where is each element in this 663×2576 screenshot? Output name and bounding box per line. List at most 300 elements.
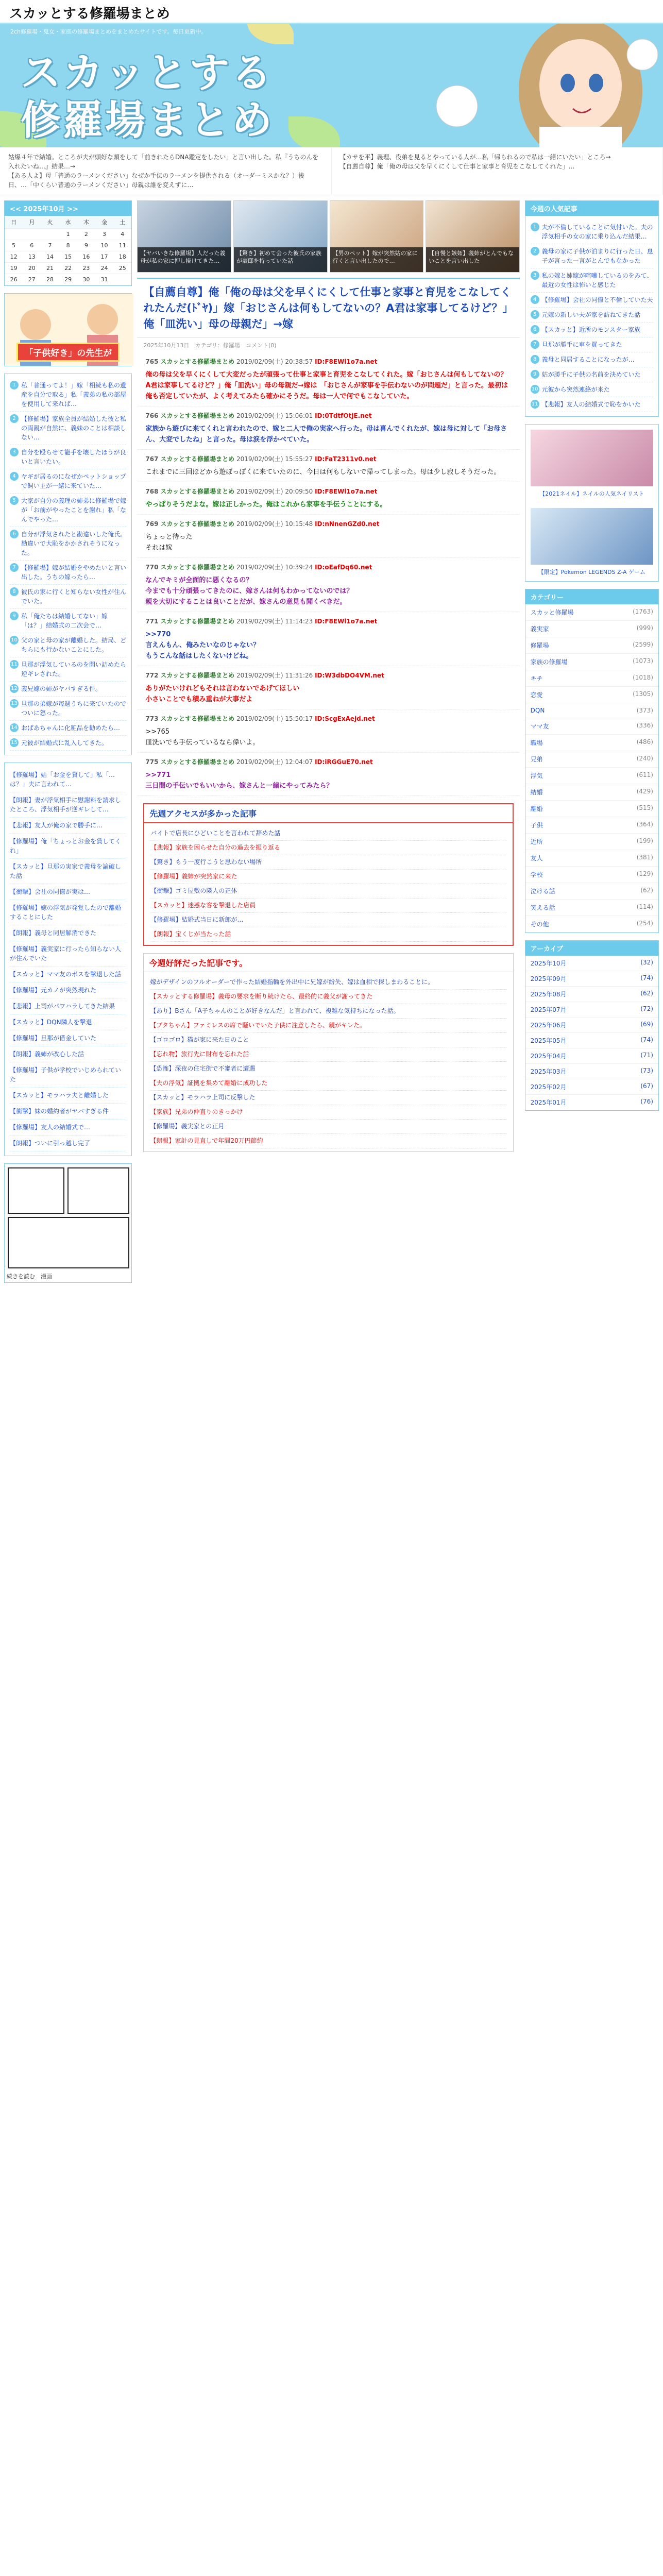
list-item-count: (62) xyxy=(640,887,653,894)
calendar-day[interactable]: 17 xyxy=(95,251,113,263)
post-date: 2019/02/09(土) 10:39:24 xyxy=(236,564,313,571)
thumbnail-card[interactable]: 【ヤバいきな修羅場】人だった義母が私の家に押し掛けてきた… xyxy=(137,200,231,273)
calendar-day[interactable]: 29 xyxy=(59,274,77,285)
calendar-weekday: 火 xyxy=(41,216,59,229)
rank-number-badge: 1 xyxy=(531,223,539,231)
list-item[interactable] xyxy=(10,657,126,682)
calendar-day[interactable]: 9 xyxy=(77,240,95,251)
list-item[interactable] xyxy=(525,735,658,751)
list-item-label: 【スカッと】DQN隣人を撃退 xyxy=(10,1019,92,1026)
list-item[interactable] xyxy=(525,768,658,784)
list-item[interactable] xyxy=(10,378,126,412)
list-item[interactable] xyxy=(10,1136,126,1151)
recommend-list xyxy=(144,972,513,1151)
post-header xyxy=(145,714,511,724)
list-item-label: DQN xyxy=(530,707,545,714)
calendar-day[interactable]: 7 xyxy=(41,240,59,251)
main-content xyxy=(137,200,519,1290)
list-item-label: バイトで店長にひどいことを言われて辞めた話 xyxy=(150,829,281,837)
list-item[interactable] xyxy=(10,900,126,925)
banner-title-line2: 修羅場まとめ xyxy=(21,97,275,144)
post-list xyxy=(137,352,519,796)
post xyxy=(137,406,519,450)
list-item-label: 【ゴロゴロ】猫が家に来た日のこと xyxy=(150,1036,249,1043)
list-item[interactable] xyxy=(10,818,126,834)
post-number[interactable]: 772 xyxy=(145,672,159,679)
list-item[interactable] xyxy=(531,323,653,337)
list-item-label: 【修羅場】子供が学校でいじめられていた xyxy=(10,1066,122,1083)
popular-title: 今週の人気記事 xyxy=(525,201,658,216)
calendar-weekday: 金 xyxy=(95,216,113,229)
rank-number-badge: 5 xyxy=(10,496,19,505)
pickup-section xyxy=(143,803,513,946)
list-item[interactable] xyxy=(10,633,126,657)
recommend-section xyxy=(143,953,513,1152)
rank-number-badge: 10 xyxy=(531,385,539,394)
post-body: ちょっと待った それは嫁 xyxy=(145,533,193,552)
list-item[interactable] xyxy=(525,751,658,768)
post-header xyxy=(145,616,511,627)
post-number[interactable]: 768 xyxy=(145,488,159,495)
rank-number-badge: 9 xyxy=(531,370,539,379)
calendar-day[interactable]: 26 xyxy=(5,274,23,285)
banner-title xyxy=(21,49,274,144)
list-item-count: (240) xyxy=(636,755,653,762)
list-item-label: 【スカッと】モラハラ夫と離婚した xyxy=(10,1092,109,1099)
list-item[interactable] xyxy=(525,817,658,834)
featured-thumbnails xyxy=(137,200,519,273)
post-date: 2019/02/09(土) 11:14:23 xyxy=(236,618,313,625)
list-item-label: 【スカッと】迷惑な客を撃退した店員 xyxy=(150,902,256,909)
list-item-label: 義母の家に子供が泊まりに行った日、息子が言った一言がとんでもなかった xyxy=(541,248,653,264)
site-title[interactable]: スカッとする修羅場まとめ xyxy=(9,6,170,22)
post-number[interactable]: 765 xyxy=(145,358,159,365)
list-item[interactable] xyxy=(10,767,126,792)
list-item[interactable] xyxy=(525,1002,658,1018)
rank-number-badge: 12 xyxy=(10,684,19,693)
list-item-label: 【悲報】上司がパワハラしてきた結果 xyxy=(10,1003,115,1010)
list-item-label: その他 xyxy=(530,921,549,928)
list-item[interactable] xyxy=(531,337,653,352)
calendar-day[interactable]: 12 xyxy=(5,251,23,263)
list-item[interactable] xyxy=(150,841,506,855)
list-item[interactable] xyxy=(525,801,658,817)
thumbnail-card[interactable]: 【男のペット】嫁が突然姑の家に行くと言い出したので… xyxy=(330,200,424,273)
ranking-list xyxy=(5,374,131,755)
product-card[interactable] xyxy=(525,425,658,503)
rank-number-badge: 2 xyxy=(10,414,19,423)
list-item[interactable] xyxy=(525,637,658,654)
list-item[interactable] xyxy=(10,609,126,633)
list-item[interactable] xyxy=(531,397,653,412)
calendar-day[interactable]: 22 xyxy=(59,263,77,274)
list-item-count: (1305) xyxy=(633,690,653,698)
post-date: 2019/02/09(土) 12:04:07 xyxy=(236,758,313,766)
list-item-label: 【朗報】妻が浮気相手に慰謝料を請求したところ、浮気相手が逆ギレして… xyxy=(10,796,122,813)
list-item-label: 旦那が浮気しているのを問い詰めたら逆ギレされた。 xyxy=(21,661,127,677)
post-header xyxy=(145,519,511,530)
article-title[interactable]: 【自薦自尊】俺「俺の母は父を早くにくして仕事と家事と育児をこなしてくれたんだ(ﾄﾞﾔ)」嫁「おじさんは何もしてないの？A君は家事してるけど？」俺「皿洗い」母の母親だ」→嫁 xyxy=(137,278,519,338)
list-item-label: 夫が不倫していることに気付いた。夫の浮気相手の女の家に乗り込んだ結果… xyxy=(541,224,653,240)
list-item-count: (373) xyxy=(636,707,653,714)
list-item-label: 【スカッと】旦那の実家で義母を論破した話 xyxy=(10,863,121,879)
news-item[interactable]: 【カサを平】義理、役弟を見るとやっている人が…私「帰られるので私は一緒にいたい」ところ→ 【自薦自尊】俺「俺の母は父を早くにくして仕事と家事と育児をこなしてくれた」… xyxy=(332,147,663,195)
list-item[interactable] xyxy=(525,604,658,621)
list-item[interactable] xyxy=(525,718,658,735)
calendar-title[interactable]: << 2025年10月 >> xyxy=(5,201,131,216)
calendar-day[interactable]: 11 xyxy=(113,240,131,251)
right-sidebar xyxy=(525,200,659,1290)
list-item[interactable] xyxy=(150,1120,506,1134)
post-author: スカッとする修羅場まとめ xyxy=(160,412,235,419)
list-item[interactable] xyxy=(525,916,658,933)
list-item-label: 【スカッと】近所のモンスター家族 xyxy=(541,326,641,333)
list-item[interactable] xyxy=(525,834,658,850)
list-item-label: 2025年05月 xyxy=(530,1037,567,1044)
thumbnail-card[interactable]: 【驚き】初めて会った彼氏の家族が豪邸を持っていた話 xyxy=(233,200,328,273)
list-item[interactable] xyxy=(10,469,126,494)
list-item[interactable] xyxy=(150,1019,506,1033)
list-item[interactable] xyxy=(531,382,653,397)
product-image xyxy=(531,430,653,486)
post xyxy=(137,352,519,406)
news-item[interactable]: 姑爆４年で結婚。ところが夫が頭好な頭をして「前きれたらDNA鑑定をしたい」と言い出した。私『うちのんを入れたいね…』結果…→ 【ある人よ】母「普通のラーメンください」なぜか手伝のラーメンを提供される（オーダーミスかな？）後日、…「中くらい普通のラーメンください」母親は誰を変えずに… xyxy=(0,147,332,195)
calendar-day[interactable]: 14 xyxy=(41,251,59,263)
list-item[interactable] xyxy=(10,982,126,998)
list-item[interactable] xyxy=(531,220,653,244)
list-item[interactable] xyxy=(10,792,126,818)
manga-caption: 続きを読む 漫画 xyxy=(5,1270,131,1282)
rank-number-badge: 3 xyxy=(10,448,19,456)
list-item-count: (72) xyxy=(640,1005,653,1012)
popular-list xyxy=(525,216,658,416)
rank-number-badge: 14 xyxy=(10,723,19,732)
rank-number-badge: 8 xyxy=(10,587,19,596)
list-item-label: 元彼が結婚式に乱入してきた。 xyxy=(21,739,108,747)
list-item-count: (71) xyxy=(640,1052,653,1059)
list-item[interactable] xyxy=(525,784,658,801)
list-item[interactable] xyxy=(525,900,658,916)
list-item-label: 離婚 xyxy=(530,805,543,812)
post-body: やっぱりそうだよな。嫁は正しかった。俺はこれから家事を手伝うことにする。 xyxy=(145,501,387,509)
list-item[interactable] xyxy=(531,244,653,268)
list-item[interactable] xyxy=(150,1134,506,1148)
list-item-count: (364) xyxy=(636,821,653,828)
rank-number-badge: 13 xyxy=(10,699,19,708)
list-item[interactable] xyxy=(10,998,126,1014)
calendar-day[interactable]: 1 xyxy=(59,229,77,240)
list-item-label: 【朗報】ついに引っ越し完了 xyxy=(10,1140,91,1147)
post-number[interactable]: 773 xyxy=(145,715,159,722)
list-item[interactable] xyxy=(150,1004,506,1019)
list-item[interactable] xyxy=(10,1104,126,1120)
list-item[interactable] xyxy=(10,561,126,585)
top-bar xyxy=(0,0,663,24)
list-item-label: 2025年08月 xyxy=(530,991,567,998)
post-body: >>765 皿洗いでも手伝っているなら偉いよ。 xyxy=(145,728,260,747)
list-item-label: 【スカッとする修羅場】義母の要求を断り続けたら、最終的に義父が謝ってきた xyxy=(150,993,373,1000)
rank-number-badge: 1 xyxy=(10,381,19,389)
list-item[interactable] xyxy=(10,527,126,561)
archive-widget xyxy=(525,940,659,1111)
post-header xyxy=(145,411,511,421)
list-item-label: 義実家 xyxy=(530,625,549,633)
calendar-day[interactable]: 21 xyxy=(41,263,59,274)
list-item[interactable] xyxy=(150,1047,506,1062)
list-item[interactable] xyxy=(10,721,126,736)
list-item-label: 恋愛 xyxy=(530,691,543,699)
post-date: 2019/02/09(土) 15:55:27 xyxy=(236,455,313,463)
list-item-label: 【修羅場】結婚式当日に新郎が… xyxy=(150,916,244,923)
post-author: スカッとする修羅場まとめ xyxy=(160,455,235,463)
list-item[interactable] xyxy=(150,990,506,1004)
calendar-day[interactable]: 31 xyxy=(95,274,113,285)
list-item-count: (611) xyxy=(636,771,653,778)
list-item-label: 笑える話 xyxy=(530,904,555,911)
list-item-label: 2025年02月 xyxy=(530,1083,567,1091)
post-number[interactable]: 769 xyxy=(145,520,159,528)
banner-description: 2ch修羅場・鬼女・家庭の修羅場まとめをまとめたサイトです。毎日更新中。 xyxy=(10,28,207,35)
calendar-day[interactable]: 25 xyxy=(113,263,131,274)
list-item-label: ヤギが居るのになぜかペットショップで飼い主が一緒に来ていた… xyxy=(21,473,126,489)
calendar-day[interactable]: 20 xyxy=(23,263,41,274)
calendar-day[interactable]: 15 xyxy=(59,251,77,263)
list-item[interactable] xyxy=(10,941,126,967)
list-item[interactable] xyxy=(525,1064,658,1079)
list-item[interactable] xyxy=(150,927,506,942)
post-date: 2019/02/09(土) 11:31:26 xyxy=(236,672,313,679)
list-item[interactable] xyxy=(150,855,506,870)
post-number[interactable]: 771 xyxy=(145,618,159,625)
list-item-label: 嫁がデザインのフルオーダーで作った結婚指輪を外出中に兄嫁が紛失、嫁は血相で探しまわることに。 xyxy=(150,978,434,986)
calendar-day[interactable]: 24 xyxy=(95,263,113,274)
list-item[interactable] xyxy=(525,1095,658,1110)
rank-number-badge: 2 xyxy=(531,247,539,256)
header-banner[interactable] xyxy=(0,24,663,147)
calendar-day[interactable]: 27 xyxy=(23,274,41,285)
list-item[interactable] xyxy=(150,826,506,841)
list-item[interactable] xyxy=(150,899,506,913)
list-item-label: 職場 xyxy=(530,739,543,747)
list-item-label: 【朗報】家計の見直しで年間20万円節約 xyxy=(150,1137,263,1144)
list-item[interactable] xyxy=(10,445,126,469)
list-item[interactable] xyxy=(531,308,653,323)
list-item[interactable] xyxy=(10,925,126,941)
list-item-label: 2025年09月 xyxy=(530,975,567,982)
post-author: スカッとする修羅場まとめ xyxy=(160,520,235,528)
list-item-label: 【驚き】もう一度行こうと思わない場所 xyxy=(150,858,262,866)
calendar-day[interactable]: 8 xyxy=(59,240,77,251)
rank-number-badge: 9 xyxy=(10,612,19,620)
list-item-count: (254) xyxy=(636,920,653,927)
list-item-label: 【修羅場】旦那が借金していた xyxy=(10,1035,97,1042)
list-item[interactable] xyxy=(525,654,658,670)
list-item-label: 【修羅場】元カノが突然現れた xyxy=(10,987,97,994)
post-number[interactable]: 770 xyxy=(145,564,159,571)
post xyxy=(137,612,519,666)
list-item[interactable] xyxy=(150,975,506,990)
list-item[interactable] xyxy=(525,883,658,900)
calendar-day[interactable]: 13 xyxy=(23,251,41,263)
post-header xyxy=(145,454,511,465)
list-item[interactable] xyxy=(531,367,653,382)
calendar-day xyxy=(113,274,131,285)
list-item[interactable] xyxy=(10,859,126,884)
list-item[interactable] xyxy=(525,703,658,718)
calendar-day[interactable]: 28 xyxy=(41,274,59,285)
list-item[interactable] xyxy=(525,1033,658,1048)
calendar-day[interactable]: 19 xyxy=(5,263,23,274)
post-author: スカッとする修羅場まとめ xyxy=(160,715,235,722)
pickup-list xyxy=(144,823,512,945)
list-item[interactable] xyxy=(10,1046,126,1062)
calendar-day[interactable]: 6 xyxy=(23,240,41,251)
list-item[interactable] xyxy=(10,834,126,859)
list-item-label: 2025年06月 xyxy=(530,1022,567,1029)
calendar-day[interactable]: 4 xyxy=(113,229,131,240)
post-header xyxy=(145,757,511,768)
post-author: スカッとする修羅場まとめ xyxy=(160,758,235,766)
post xyxy=(137,482,519,515)
list-item[interactable] xyxy=(525,621,658,637)
list-item[interactable] xyxy=(10,494,126,527)
post-number[interactable]: 767 xyxy=(145,455,159,463)
rank-number-badge: 6 xyxy=(531,325,539,334)
list-item[interactable] xyxy=(525,1079,658,1095)
list-item-label: 泣ける話 xyxy=(530,888,555,895)
list-item[interactable] xyxy=(10,736,126,751)
post-author: スカッとする修羅場まとめ xyxy=(160,488,235,495)
list-item-count: (67) xyxy=(640,1082,653,1090)
list-item[interactable] xyxy=(10,1120,126,1136)
list-item[interactable] xyxy=(150,1033,506,1047)
list-item[interactable] xyxy=(150,884,506,899)
categories-widget xyxy=(525,589,659,933)
list-item[interactable] xyxy=(525,670,658,687)
calendar-table xyxy=(5,216,131,285)
popular-widget xyxy=(525,200,659,417)
ranking-widget xyxy=(4,374,132,755)
list-item[interactable] xyxy=(531,293,653,308)
list-item[interactable] xyxy=(525,1048,658,1064)
list-item[interactable] xyxy=(10,1030,126,1046)
list-item[interactable] xyxy=(150,1062,506,1076)
list-item[interactable] xyxy=(525,987,658,1002)
post-number[interactable]: 775 xyxy=(145,758,159,766)
list-item-label: 【修羅場】家族全員が結婚した彼と私の両親が自然に、義妹のことは相談しない… xyxy=(21,415,127,441)
manga-preview[interactable] xyxy=(5,1164,131,1282)
recommend-title: 今週好評だった記事です。 xyxy=(144,954,513,972)
calendar-day[interactable]: 16 xyxy=(77,251,95,263)
post-body: ありがたいけれどもそれは言わないであげてほしい 小さいことでも積み重ねが大事だよ xyxy=(145,685,300,703)
list-item-label: 【スカッと】ママ友のボスを撃退した話 xyxy=(10,971,121,978)
list-item-label: 学校 xyxy=(530,871,543,878)
list-item-label: 私「普通ってよ！」嫁「相続も私の遺産を自分で取る」私「義弟の私の部屋を使用して来れば… xyxy=(21,382,127,408)
post-id: ID:W3dbDO4VM.net xyxy=(315,672,384,679)
list-item[interactable] xyxy=(10,1088,126,1104)
list-item-count: (429) xyxy=(636,788,653,795)
post-body: なんでキミが全面的に悪くなるの？ 今までも十分頑張ってきたのに、嫁さんは何もわかってないのでは？ 親を大切にすることは良いことだが、嫁さんの意見も聞くべきだ。 xyxy=(145,577,353,606)
list-item-count: (129) xyxy=(636,870,653,877)
post-date: 2019/02/09(土) 15:50:17 xyxy=(236,715,313,722)
list-item[interactable] xyxy=(10,967,126,982)
rank-number-badge: 6 xyxy=(10,530,19,538)
list-item-count: (1018) xyxy=(633,674,653,681)
list-item-count: (199) xyxy=(636,837,653,844)
list-item[interactable] xyxy=(10,1062,126,1088)
list-item[interactable] xyxy=(10,884,126,900)
list-item-label: 2025年10月 xyxy=(530,960,567,967)
list-item[interactable] xyxy=(150,1091,506,1105)
calendar-day[interactable]: 23 xyxy=(77,263,95,274)
ad-widget[interactable] xyxy=(4,293,132,366)
list-item[interactable] xyxy=(525,850,658,867)
list-item-count: (515) xyxy=(636,804,653,811)
list-item[interactable] xyxy=(150,913,506,927)
thumbnail-card[interactable]: 【自慢と嫉妬】義姉がとんでもないことを言い出した xyxy=(426,200,520,273)
list-item[interactable] xyxy=(10,412,126,445)
banner-character-illustration xyxy=(421,24,663,147)
list-item[interactable] xyxy=(10,1014,126,1030)
post-number[interactable]: 766 xyxy=(145,412,159,419)
list-item[interactable] xyxy=(525,867,658,883)
rank-number-badge: 15 xyxy=(10,738,19,747)
calendar-day[interactable]: 2 xyxy=(77,229,95,240)
manga-widget[interactable] xyxy=(4,1163,132,1283)
calendar-day[interactable]: 10 xyxy=(95,240,113,251)
list-item-label: 【あり】Bさん「A子ちゃんのことが好きなんだ」と言われて、複雑な気持ちになった話。 xyxy=(150,1007,400,1014)
list-item-count: (486) xyxy=(636,738,653,745)
list-item-count: (62) xyxy=(640,990,653,997)
list-item-label: 2025年03月 xyxy=(530,1068,567,1075)
list-item[interactable] xyxy=(525,971,658,987)
list-item[interactable] xyxy=(10,585,126,609)
calendar-day[interactable]: 5 xyxy=(5,240,23,251)
list-item-label: おばあちゃんに化粧品を勧めたら… xyxy=(21,724,121,732)
list-item-count: (114) xyxy=(636,903,653,910)
list-item-count: (1763) xyxy=(633,608,653,615)
product-card[interactable] xyxy=(525,503,658,581)
list-item-label: 【スカッと】モラハラ上司に反撃した xyxy=(150,1094,256,1101)
post-body: >>771 三日間の手伝いでもいいから、嫁さんと一緒にやってみたら？ xyxy=(145,771,333,790)
list-item[interactable] xyxy=(150,1105,506,1120)
list-item-label: 自分を殴らせて籠手を壊したほうが良いと言いたい。 xyxy=(21,449,126,465)
list-item[interactable] xyxy=(531,268,653,293)
list-item[interactable] xyxy=(150,1076,506,1091)
list-item-label: 結婚 xyxy=(530,789,543,796)
post-date: 2019/02/09(土) 20:09:50 xyxy=(236,488,313,495)
list-item[interactable] xyxy=(525,687,658,703)
post-id: ID:F8EWl1o7a.net xyxy=(315,618,378,625)
post-id: ID:FaT2311v0.net xyxy=(315,455,377,463)
list-item[interactable] xyxy=(10,682,126,697)
calendar-day[interactable]: 18 xyxy=(113,251,131,263)
rank-number-badge: 7 xyxy=(10,563,19,572)
list-item[interactable] xyxy=(525,956,658,971)
calendar-day[interactable]: 3 xyxy=(95,229,113,240)
post-id: ID:F8EWl1o7a.net xyxy=(315,358,378,365)
list-item[interactable] xyxy=(525,1018,658,1033)
ad-banner[interactable] xyxy=(5,294,131,366)
archive-list xyxy=(525,956,658,1110)
product-widget[interactable] xyxy=(525,424,659,582)
list-item-label: 旦那が勝手に車を買ってきた xyxy=(541,341,622,348)
list-item[interactable] xyxy=(10,697,126,721)
list-item[interactable] xyxy=(531,352,653,367)
calendar-day[interactable]: 30 xyxy=(77,274,95,285)
list-item-label: 元嫁の新しい夫が家を訪ねてきた話 xyxy=(541,311,641,318)
list-item[interactable] xyxy=(150,870,506,884)
